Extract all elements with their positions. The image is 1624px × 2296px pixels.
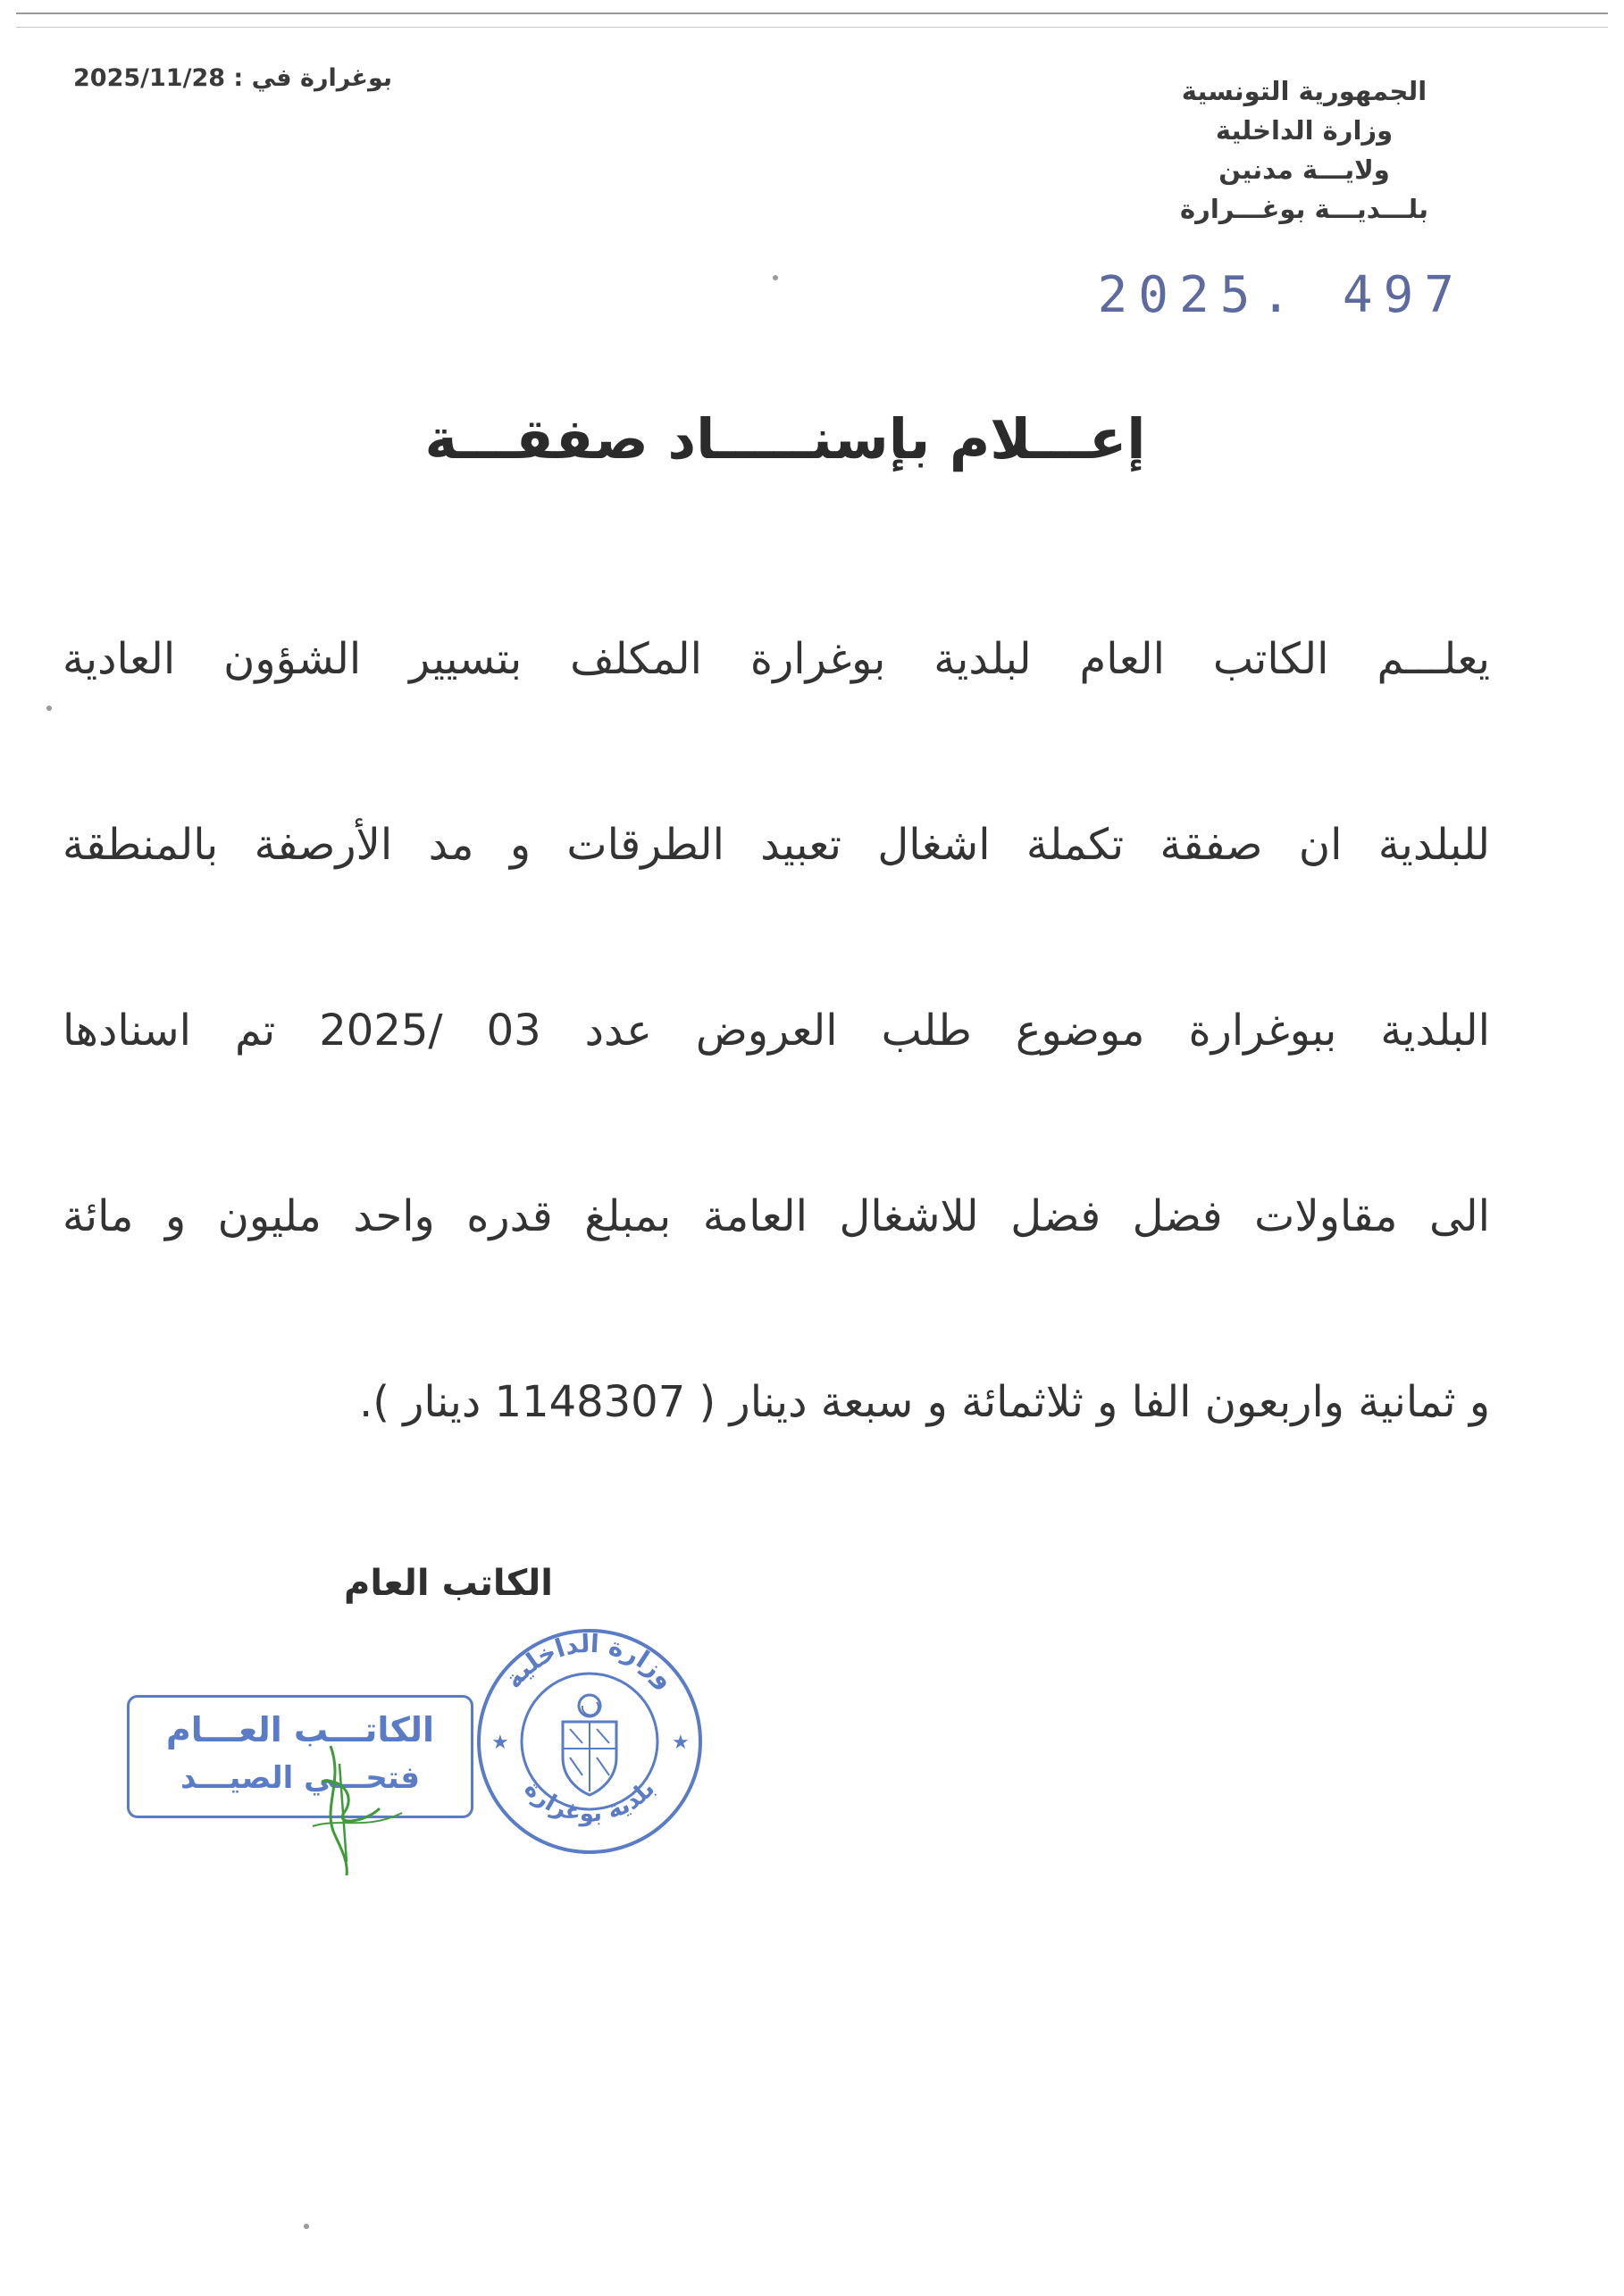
seal-top-text: وزارة الداخلية — [498, 1628, 682, 1694]
name-stamp-title: الكاتـــب العـــام — [165, 1710, 435, 1749]
top-border-line — [16, 13, 1608, 14]
body-line: يعلـــم الكاتب العام لبلدية بوغرارة المكلف بتسيير الشؤون العادية — [63, 634, 1490, 684]
seal-star-icon: ★ — [491, 1732, 509, 1754]
body-line: الى مقاولات فضل فضل للاشغال العامة بمبلغ قدره واحد مليون و مائة — [63, 1191, 1490, 1241]
issuer-line-municipality: بلـــديـــة بوغـــرارة — [1180, 194, 1428, 224]
place-and-date: بوغرارة في : 2025/11/28 — [73, 64, 393, 92]
signatory-title: الكاتب العام — [344, 1563, 553, 1604]
coat-of-arms-icon — [563, 1695, 616, 1795]
issuer-block — [1143, 71, 1465, 229]
reference-number: 2025. 497 — [1097, 266, 1465, 324]
handwritten-signature — [295, 1728, 411, 1880]
scan-speck — [773, 275, 778, 280]
scan-speck — [304, 2224, 309, 2229]
body-line: للبلدية ان صفقة تكملة اشغال تعبيد الطرقات و مد الأرصفة بالمنطقة — [63, 820, 1490, 870]
announcement-body — [63, 616, 1490, 1545]
document-title: إعـــلام بإسنـــــاد صفقـــة — [424, 406, 1146, 472]
body-line: و ثمانية واربعون الفا و ثلاثمائة و سبعة دينار ( 1148307 دينار ). — [358, 1377, 1490, 1427]
issuer-line-republic: الجمهورية التونسية — [1181, 76, 1427, 106]
name-stamp-name: فتحـــي الصيـــد — [180, 1760, 421, 1796]
body-line: البلدية ببوغرارة موضوع طلب العروض عدد 03 /2025 تم اسنادها — [63, 1006, 1490, 1056]
seal-star-icon: ★ — [672, 1732, 690, 1754]
top-border-line-secondary — [16, 27, 1608, 28]
scan-speck — [46, 705, 52, 711]
issuer-line-governorate: ولايـــة مدنين — [1218, 154, 1390, 185]
official-round-seal — [472, 1624, 707, 1859]
seal-bottom-text: بلدية بوغرارة — [518, 1775, 661, 1828]
issuer-line-ministry: وزارة الداخلية — [1215, 115, 1394, 146]
